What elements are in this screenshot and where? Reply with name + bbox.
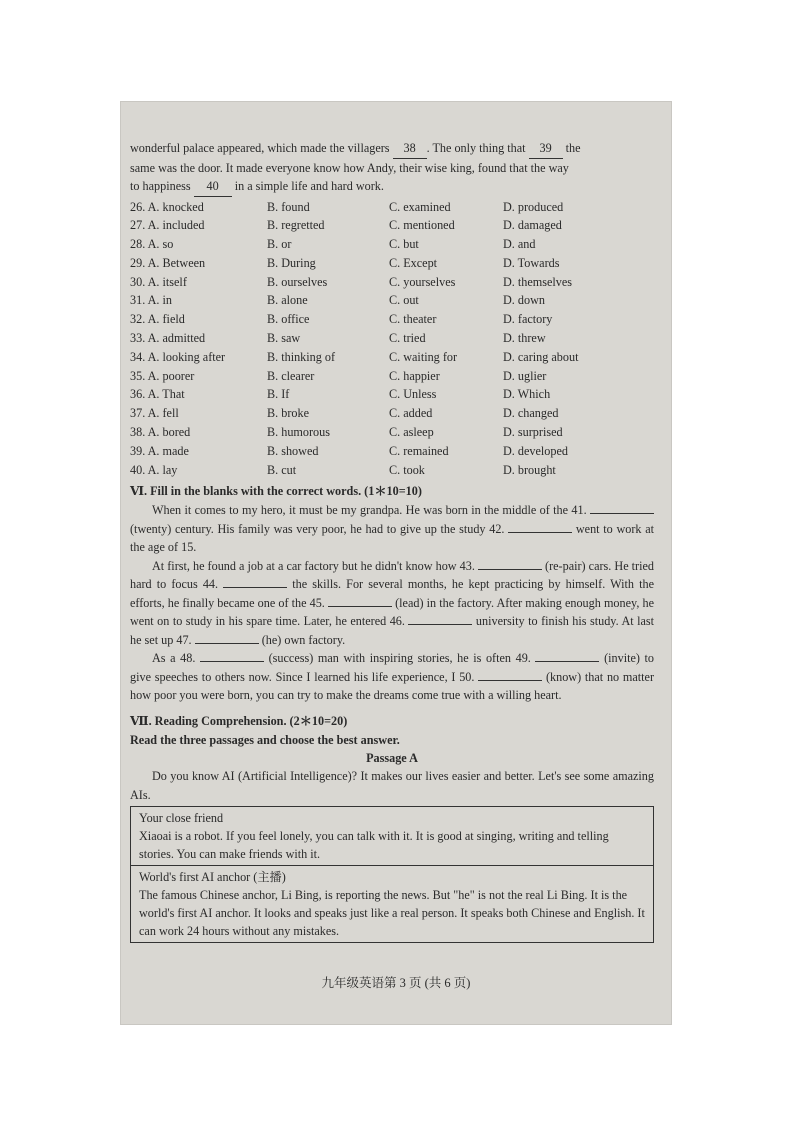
option-a[interactable]: 34. A. looking after <box>130 349 226 364</box>
option-row-27 <box>130 216 654 235</box>
option-a[interactable]: 37. A. fell <box>130 406 179 421</box>
text: (know) that no matter how poor you were born, you can try to make the dreams come true with a willing heart. <box>130 669 655 703</box>
option-d[interactable]: D. brought <box>503 462 556 477</box>
option-a[interactable]: 40. A. lay <box>130 462 178 477</box>
ai-boxes <box>130 806 654 943</box>
option-c[interactable]: C. theater <box>389 312 437 327</box>
option-d[interactable]: D. damaged <box>503 218 562 233</box>
option-a[interactable]: 27. A. included <box>130 218 205 233</box>
s6-paragraph-1 <box>130 501 654 557</box>
text: (re-pair) cars. He tried hard to focus 44. <box>130 558 654 592</box>
text: the skills. For several months, he kept practicing by himself. With the efforts, he finally became one of the 45. <box>130 577 655 610</box>
text: to happiness <box>130 179 191 193</box>
option-row-38 <box>130 423 654 442</box>
option-c[interactable]: C. remained <box>389 443 449 458</box>
option-a[interactable]: 33. A. admitted <box>130 331 206 346</box>
option-a[interactable]: 26. A. knocked <box>130 199 204 214</box>
option-row-33 <box>130 329 654 348</box>
blank-label-42: 42. <box>489 521 505 536</box>
text: went to work at the age of 15. <box>130 521 654 555</box>
blank-40: 40 <box>194 177 232 197</box>
option-a[interactable]: 30. A. itself <box>130 274 187 289</box>
option-b[interactable]: B. broke <box>267 406 309 421</box>
option-d[interactable]: D. Which <box>503 387 551 402</box>
blank-39: 39 <box>529 139 563 159</box>
option-d[interactable]: D. changed <box>503 406 559 421</box>
option-c[interactable]: C. added <box>389 406 433 421</box>
option-c[interactable]: C. took <box>389 462 425 477</box>
text: When it comes to my hero, it must be my grandpa. He was born in the middle of the <box>152 503 569 518</box>
option-d[interactable]: D. Towards <box>503 255 560 270</box>
option-a[interactable]: 38. A. bored <box>130 425 191 440</box>
option-a[interactable]: 31. A. in <box>130 293 172 308</box>
options-list <box>130 198 654 480</box>
option-c[interactable]: C. out <box>389 293 419 308</box>
option-a[interactable]: 29. A. Between <box>130 255 206 270</box>
text: the <box>565 141 581 155</box>
answer-blank-41[interactable] <box>590 502 654 514</box>
option-b[interactable]: B. During <box>267 255 316 270</box>
option-row-37 <box>130 404 654 423</box>
box-text: Xiaoai is a robot. If you feel lonely, you can talk with it. It is good at singing, writing and telling stories. You can make friends with it. <box>139 829 609 862</box>
option-b[interactable]: B. office <box>267 312 310 327</box>
option-b[interactable]: B. thinking of <box>267 349 336 364</box>
page-content <box>130 139 654 943</box>
cloze-passage-end <box>130 139 654 197</box>
option-c[interactable]: C. examined <box>389 199 451 214</box>
blank-38: 38 <box>393 139 427 159</box>
text: At first, he found a job at a car factory but he didn't know how 43. <box>152 558 475 573</box>
intro-line-1 <box>130 139 654 159</box>
answer-blank-42[interactable] <box>508 521 572 533</box>
option-row-26 <box>130 198 654 217</box>
option-c[interactable]: C. yourselves <box>389 274 456 289</box>
option-row-40 <box>130 461 654 480</box>
option-c[interactable]: C. but <box>389 237 419 252</box>
option-row-32 <box>130 310 654 329</box>
passage-a-title: Passage A <box>366 751 418 766</box>
box-title: Your close friend <box>139 811 224 826</box>
option-row-36 <box>130 385 654 404</box>
answer-blank-43[interactable] <box>478 558 542 570</box>
option-a[interactable]: 28. A. so <box>130 237 174 252</box>
answer-blank-48[interactable] <box>200 650 264 662</box>
section-6-title: Ⅵ. Fill in the blanks with the correct words. (1＊10=10) <box>130 484 422 499</box>
option-d[interactable]: D. uglier <box>503 368 547 383</box>
exam-page <box>120 101 672 1025</box>
text: (he) own factory. <box>261 632 346 647</box>
text: (twenty) century. His family was very poor, he had to give up the study <box>130 521 486 536</box>
answer-blank-45[interactable] <box>328 595 392 607</box>
option-b[interactable]: B. If <box>267 387 290 402</box>
option-c[interactable]: C. waiting for <box>389 349 458 364</box>
text: . The only thing that <box>426 141 526 155</box>
option-b[interactable]: B. saw <box>267 331 301 346</box>
answer-blank-44[interactable] <box>223 576 287 588</box>
option-b[interactable]: B. clearer <box>267 368 315 383</box>
option-c[interactable]: C. happier <box>389 368 440 383</box>
option-c[interactable]: C. tried <box>389 331 426 346</box>
s6-paragraph-2 <box>130 557 654 650</box>
option-row-34 <box>130 348 654 367</box>
option-b[interactable]: B. or <box>267 237 292 252</box>
option-row-35 <box>130 367 654 386</box>
section-7-title: Ⅶ. Reading Comprehension. (2＊10=20) <box>130 713 348 728</box>
box-text: The famous Chinese anchor, Li Bing, is reporting the news. But "he" is not the real Li Bing. It is the world's first AI anchor. It looks and speaks just like a real person. It speaks both Chinese and English. It can work 24 hours without any mistakes. <box>139 888 645 939</box>
option-b[interactable]: B. cut <box>267 462 297 477</box>
option-c[interactable]: C. asleep <box>389 425 434 440</box>
intro-line-2: same was the door. It made everyone know how Andy, their wise king, found that the way <box>130 160 569 175</box>
box-title: World's first AI anchor (主播) <box>139 870 286 885</box>
text: (invite) to give speeches to others now. Since I learned his life experience, I 50. <box>130 651 655 684</box>
option-b[interactable]: B. ourselves <box>267 274 328 289</box>
option-a[interactable]: 36. A. That <box>130 387 185 402</box>
text: (success) man with inspiring stories, he is often 49. <box>268 651 531 666</box>
option-row-28 <box>130 235 654 254</box>
intro-line-3 <box>130 177 654 197</box>
option-b[interactable]: B. found <box>267 199 310 214</box>
option-a[interactable]: 32. A. field <box>130 312 185 327</box>
answer-blank-50[interactable] <box>478 669 542 681</box>
option-d[interactable]: D. down <box>503 293 545 308</box>
text: As a 48. <box>152 651 196 666</box>
option-a[interactable]: 39. A. made <box>130 443 189 458</box>
answer-blank-46[interactable] <box>408 613 472 625</box>
answer-blank-47[interactable] <box>195 632 259 644</box>
text: university to finish his study. At last he set up 47. <box>130 614 655 647</box>
option-a[interactable]: 35. A. poorer <box>130 368 195 383</box>
option-d[interactable]: D. factory <box>503 312 553 327</box>
text: wonderful palace appeared, which made the villagers <box>130 141 390 155</box>
option-row-39 <box>130 442 654 461</box>
page-footer: 九年级英语第 3 页 (共 6 页) <box>321 976 471 990</box>
passage-a-intro: Do you know AI (Artificial Intelligence)? It makes our lives easier and better. Let's see some amazing AIs. <box>130 769 654 802</box>
option-d[interactable]: D. threw <box>503 331 546 346</box>
option-d[interactable]: D. developed <box>503 443 568 458</box>
section-7-instruction: Read the three passages and choose the best answer. <box>130 732 400 747</box>
option-d[interactable]: D. produced <box>503 199 564 214</box>
option-b[interactable]: B. humorous <box>267 425 330 440</box>
option-b[interactable]: B. alone <box>267 293 308 308</box>
blank-label-41: 41. <box>571 503 587 518</box>
option-d[interactable]: D. surprised <box>503 425 563 440</box>
option-d[interactable]: D. and <box>503 237 536 252</box>
option-c[interactable]: C. mentioned <box>389 218 455 233</box>
text: (lead) in the factory. After making enough money, he went on to study in his spare time. Later, he entered 46. <box>130 595 655 629</box>
option-b[interactable]: B. showed <box>267 443 319 458</box>
box-ai-anchor <box>131 865 653 942</box>
text: in a simple life and hard work. <box>234 179 384 193</box>
answer-blank-49[interactable] <box>535 650 599 662</box>
option-d[interactable]: D. themselves <box>503 274 573 289</box>
option-b[interactable]: B. regretted <box>267 218 325 233</box>
s6-paragraph-3 <box>130 649 654 705</box>
option-row-31 <box>130 291 654 310</box>
box-close-friend <box>131 807 653 865</box>
option-c[interactable]: C. Unless <box>389 387 437 402</box>
option-c[interactable]: C. Except <box>389 255 438 270</box>
option-d[interactable]: D. caring about <box>503 349 579 364</box>
option-row-29 <box>130 254 654 273</box>
option-row-30 <box>130 273 654 292</box>
